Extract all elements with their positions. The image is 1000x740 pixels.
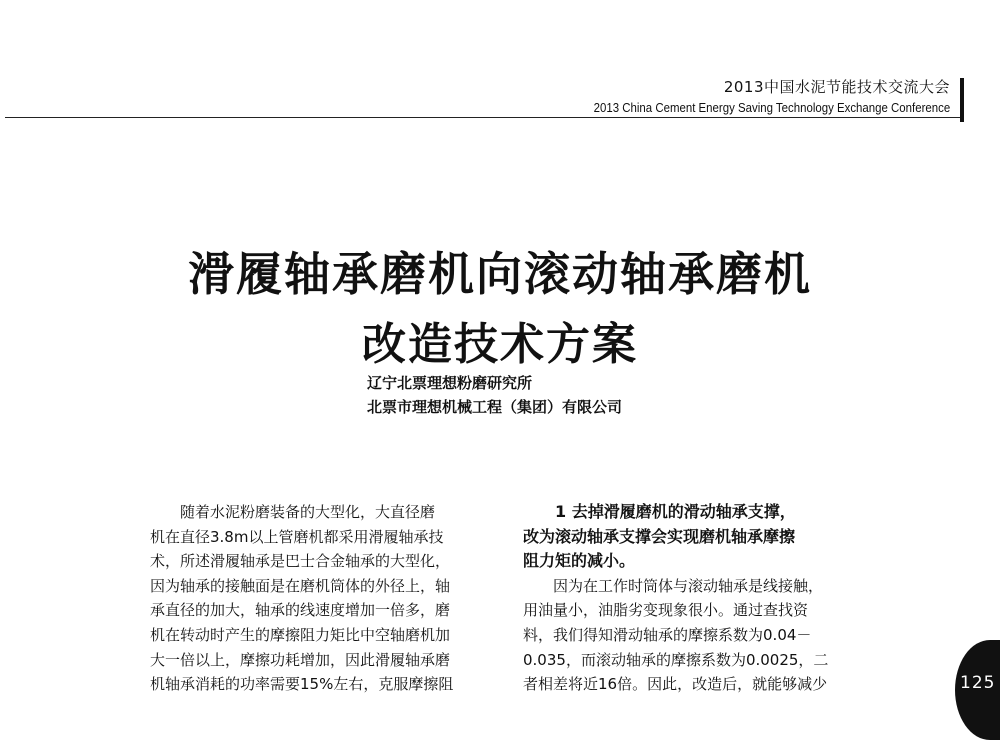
body-line: 术，所述滑履轴承是巴士合金轴承的大型化， xyxy=(150,552,451,571)
body-line: 因为轴承的接触面是在磨机筒体的外径上，轴 xyxy=(150,576,451,595)
body-line: 者相差将近16倍。因此，改造后，就能够减少 xyxy=(523,675,828,694)
left-column xyxy=(150,500,500,697)
header-bar xyxy=(960,78,964,122)
body-line: 机在转动时产生的摩擦阻力矩比中空轴磨机加 xyxy=(150,625,451,644)
body-line: 机轴承消耗的功率需要15%左右，克服摩擦阻 xyxy=(150,675,454,694)
body-line: 0.035，而滚动轴承的摩擦系数为0.0025，二 xyxy=(523,650,829,669)
body-line: 大一倍以上，摩擦功耗增加，因此滑履轴承磨 xyxy=(150,650,451,669)
conference-title-cn: 2013中国水泥节能技术交流大会 xyxy=(723,78,950,96)
page-number: 125 xyxy=(960,673,996,693)
header-rule xyxy=(5,117,960,118)
body-line: 机在直径3.8m以上管磨机都采用滑履轴承技 xyxy=(150,527,444,546)
body-line: 用油量小，油脂劣变现象很小。通过查找资 xyxy=(523,601,809,620)
body-line: 因为在工作时筒体与滚动轴承是线接触， xyxy=(553,576,824,595)
right-column xyxy=(523,500,868,697)
affiliation-1: 辽宁北票理想粉磨研究所 xyxy=(367,374,533,392)
conference-title-en: 2013 China Cement Energy Saving Technology Exchange Conference xyxy=(593,100,950,115)
section-heading: 阻力矩的减小。 xyxy=(523,551,636,571)
body-line: 承直径的加大，轴承的线速度增加一倍多，磨 xyxy=(150,601,451,620)
section-heading: 1 去掉滑履磨机的滑动轴承支撑， xyxy=(555,502,796,521)
article-title-line2: 改造技术方案 xyxy=(362,319,638,370)
article-title-line1: 滑履轴承磨机向滚动轴承磨机 xyxy=(188,247,812,301)
body-line: 料，我们得知滑动轴承的摩擦系数为0.04－ xyxy=(523,625,812,644)
affiliation-2: 北票市理想机械工程（集团）有限公司 xyxy=(367,398,623,416)
body-line: 随着水泥粉磨装备的大型化，大直径磨 xyxy=(180,503,436,521)
section-heading: 改为滚动轴承支撑会实现磨机轴承摩擦 xyxy=(523,526,796,546)
